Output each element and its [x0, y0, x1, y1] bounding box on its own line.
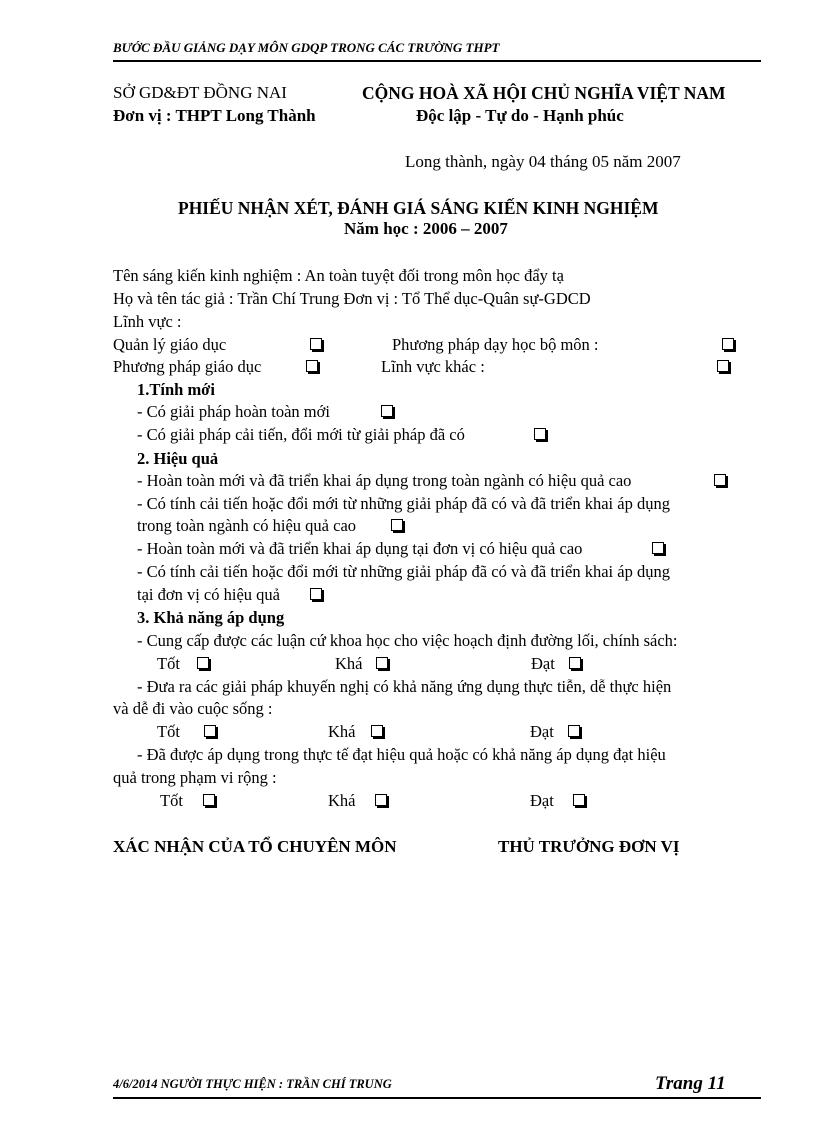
field-subject-method-checkbox[interactable] — [722, 338, 734, 350]
effect-option-2-line1: - Có tính cải tiến hoặc đổi mới từ những giải pháp đã có và đã triển khai áp dụng — [137, 494, 670, 513]
author-line: Họ và tên tác giả : Trần Chí Trung Đơn vị : Tổ Thể dục-Quân sự-GDCD — [113, 289, 591, 308]
form-title: PHIẾU NHẬN XÉT, ĐÁNH GIÁ SÁNG KIẾN KINH NGHIỆM — [178, 198, 659, 218]
department-name: SỞ GD&ĐT ĐỒNG NAI — [113, 83, 287, 102]
novelty-option-improved: - Có giải pháp cải tiến, đổi mới từ giải pháp đã có — [137, 425, 465, 444]
national-title: CỘNG HOÀ XÃ HỘI CHỦ NGHĨA VIỆT NAM — [362, 83, 726, 103]
q2-good-checkbox[interactable] — [204, 725, 216, 737]
field-option-management: Quản lý giáo dục — [113, 335, 227, 354]
q2-rating-pass-label: Đạt — [530, 722, 554, 741]
q3-fair-checkbox[interactable] — [375, 794, 387, 806]
effect-option-2-line2: trong toàn ngành có hiệu quả cao — [137, 516, 357, 535]
page-number: Trang 11 — [655, 1073, 726, 1094]
q1-fair-checkbox[interactable] — [376, 657, 388, 669]
q2-fair-checkbox[interactable] — [371, 725, 383, 737]
section-3-heading: 3. Khả năng áp dụng — [137, 608, 285, 627]
q3-rating-good-label: Tốt — [160, 791, 183, 810]
effect-1-checkbox[interactable] — [714, 474, 726, 486]
field-option-other: Lĩnh vực khác : — [381, 357, 485, 376]
field-other-checkbox[interactable] — [717, 360, 729, 372]
novelty-new-checkbox[interactable] — [381, 405, 393, 417]
q3-rating-pass-label: Đạt — [530, 791, 554, 810]
header-rule — [113, 60, 761, 62]
effect-option-3: - Hoàn toàn mới và đã triển khai áp dụng tại đơn vị có hiệu quả cao — [137, 539, 583, 558]
effect-4-checkbox[interactable] — [310, 588, 322, 600]
q1-rating-good-label: Tốt — [157, 654, 180, 673]
section-1-heading: 1.Tính mới — [137, 380, 215, 399]
field-option-education-method: Phương pháp giáo dục — [113, 357, 262, 376]
novelty-option-new: - Có giải pháp hoàn toàn mới — [137, 402, 330, 421]
footer-rule — [113, 1097, 761, 1099]
applicability-question-3-line2: quả trong phạm vi rộng : — [113, 768, 277, 787]
national-motto: Độc lập - Tự do - Hạnh phúc — [416, 106, 624, 125]
field-option-subject-method: Phương pháp dạy học bộ môn : — [392, 335, 599, 354]
q3-pass-checkbox[interactable] — [573, 794, 585, 806]
applicability-question-1: - Cung cấp được các luận cứ khoa học cho việc hoạch định đường lối, chính sách: — [137, 631, 678, 650]
effect-2-checkbox[interactable] — [391, 519, 403, 531]
q2-pass-checkbox[interactable] — [568, 725, 580, 737]
unit-head-label: THỦ TRƯỞNG ĐƠN VỊ — [498, 837, 680, 856]
effect-option-1: - Hoàn toàn mới và đã triển khai áp dụng trong toàn ngành có hiệu quả cao — [137, 471, 632, 490]
field-management-checkbox[interactable] — [310, 338, 322, 350]
effect-option-4-line1: - Có tính cải tiến hoặc đổi mới từ những giải pháp đã có và đã triển khai áp dụng — [137, 562, 670, 581]
date-line: Long thành, ngày 04 tháng 05 năm 2007 — [405, 152, 681, 171]
field-label: Lĩnh vực : — [113, 312, 182, 331]
department-confirmation-label: XÁC NHẬN CỦA TỔ CHUYÊN MÔN — [113, 837, 397, 856]
effect-3-checkbox[interactable] — [652, 542, 664, 554]
running-header: BƯỚC ĐẦU GIẢNG DẠY MÔN GDQP TRONG CÁC TRƯỜNG THPT — [113, 40, 500, 55]
q2-rating-fair-label: Khá — [328, 722, 356, 741]
applicability-question-2-line1: - Đưa ra các giải pháp khuyến nghị có khả năng ứng dụng thực tiễn, dễ thực hiện — [137, 677, 672, 696]
applicability-question-3-line1: - Đã được áp dụng trong thực tế đạt hiệu quả hoặc có khả năng áp dụng đạt hiệu — [137, 745, 666, 764]
footer-author: 4/6/2014 NGƯỜI THỰC HIỆN : TRẦN CHÍ TRUNG — [113, 1077, 392, 1091]
q3-rating-fair-label: Khá — [328, 791, 356, 810]
initiative-name: Tên sáng kiến kinh nghiệm : An toàn tuyệt đối trong môn học đẩy tạ — [113, 266, 564, 285]
effect-option-4-line2: tại đơn vị có hiệu quả — [137, 585, 280, 604]
applicability-question-2-line2: và dễ đi vào cuộc sống : — [113, 699, 273, 718]
section-2-heading: 2. Hiệu quả — [137, 449, 219, 468]
q1-rating-fair-label: Khá — [335, 654, 363, 673]
unit-name: Đơn vị : THPT Long Thành — [113, 106, 316, 125]
q3-good-checkbox[interactable] — [203, 794, 215, 806]
q1-rating-pass-label: Đạt — [531, 654, 555, 673]
novelty-improved-checkbox[interactable] — [534, 428, 546, 440]
q1-pass-checkbox[interactable] — [569, 657, 581, 669]
q1-good-checkbox[interactable] — [197, 657, 209, 669]
field-education-method-checkbox[interactable] — [306, 360, 318, 372]
school-year: Năm học : 2006 – 2007 — [344, 219, 508, 238]
q2-rating-good-label: Tốt — [157, 722, 180, 741]
